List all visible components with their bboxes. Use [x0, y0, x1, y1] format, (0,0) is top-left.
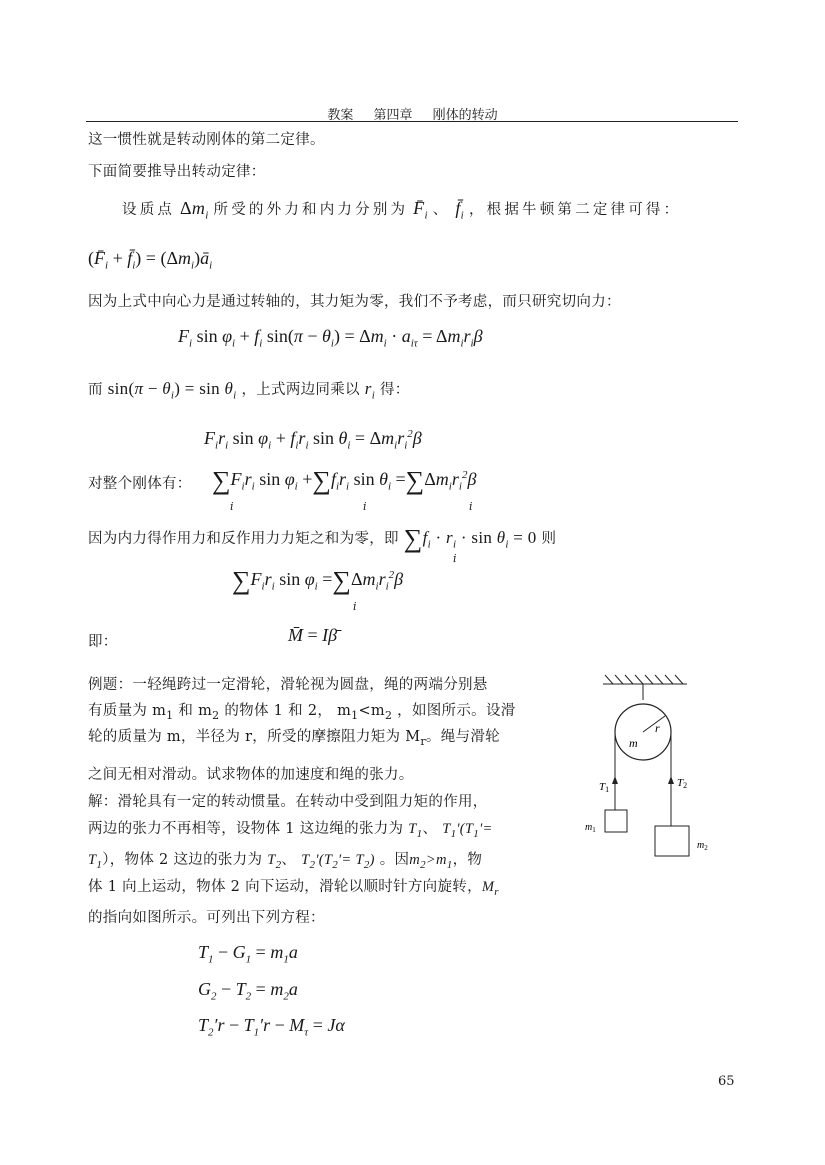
p5-text-a: 而	[88, 382, 103, 398]
pulley-radius	[643, 716, 665, 732]
ex2-c: 的物体 1 和 2， m	[219, 703, 352, 719]
ceiling-hatch	[605, 675, 683, 684]
sol2-b: 、	[422, 821, 438, 837]
p3-text-d: ，根据牛顿第二定律可得：	[468, 202, 682, 218]
sol3-b: 、	[281, 852, 297, 868]
p3-text-b: 所受的外力和内力分别为	[213, 202, 409, 218]
header-title: 刚体的转动	[432, 108, 498, 123]
mass-1-sub: 1	[592, 826, 596, 834]
paragraph-2: 下面简要推导出转动定律：	[88, 164, 266, 180]
pulley-radius-label: r	[655, 721, 660, 735]
paragraph-5	[88, 378, 410, 401]
sol3-d: ，物	[452, 852, 483, 868]
sol2-a: 两边的张力不再相等，设物体 1 这边绳的张力为	[88, 821, 404, 837]
sum-index-4: i	[453, 552, 457, 565]
p5-math-sin: $\sin(\pi - \theta_i) = \sin \theta_i$	[107, 379, 237, 402]
solution-line-4: 体 1 向上运动，物体 2 向下运动，滑轮以顺时针方向旋转，$M_r$	[88, 879, 499, 898]
p3-text-a: 设质点	[122, 202, 176, 218]
p3-math-dmi: $\Delta m_i$	[180, 198, 209, 222]
ex2-e: ，如图所示。设滑	[392, 703, 516, 719]
mass-2-label	[697, 840, 708, 852]
equation-4: $\sum F_ir_i$ $\sin \varphi_i +\sum f_ir_i$ $\sin \theta_i =\sum\Delta m_ir_i^2\beta$	[212, 466, 477, 495]
sol4-a: 体 1 向上运动，物体 2 向下运动，滑轮以顺时针方向旋转，	[88, 879, 482, 895]
equation-system	[198, 938, 345, 1048]
ex3-a: 轮的质量为 m，半径为 r，所受的摩擦阻力矩为 M	[88, 729, 421, 745]
p7-text-b: 则	[541, 531, 557, 547]
mass-1-letter: m	[585, 822, 593, 833]
ex2-a: 有质量为 m	[88, 703, 167, 719]
mass-2-sub: 2	[704, 844, 708, 852]
p3-math-fi: $f̄_i$	[455, 198, 465, 222]
solution-line-1: 解：滑轮具有一定的转动惯量。在转动中受到阻力矩的作用，	[88, 794, 488, 810]
label-T1-sub: 1	[605, 785, 610, 794]
paragraph-7	[88, 524, 556, 554]
equation-6: M̄ = Iβ̄	[288, 625, 338, 645]
p3-math-Fi: $F̄_i$	[413, 198, 428, 222]
arrow-T2	[668, 776, 674, 784]
label-T1	[599, 781, 609, 794]
label-T2-sub: 2	[683, 781, 688, 790]
sum-index-2: i	[363, 500, 367, 513]
mass-2-block	[655, 826, 689, 856]
sum-index-3: i	[469, 500, 473, 513]
eq-sys-2: $G_2 - T_2 = m_2a$	[198, 978, 298, 1003]
pulley-diagram	[575, 670, 725, 870]
ex2-d: <m	[358, 703, 385, 719]
sol3-c: 。因	[379, 852, 410, 868]
mass-1-label	[585, 822, 596, 834]
label-T2	[677, 777, 687, 790]
p5-text-b: ，上式两边同乘以	[241, 382, 360, 398]
sol3-a: ），物体 2 这边的张力为	[102, 852, 263, 868]
mass-1-block	[605, 810, 627, 832]
paragraph-8: 即：	[88, 634, 118, 650]
example-line-4: 之间无相对滑动。试求物体的加速度和绳的张力。	[88, 767, 414, 783]
header-label: 教案	[327, 108, 354, 123]
mass-2-letter: m	[697, 840, 705, 851]
solution-line-3: $T_1$），物体 2 这边的张力为 $T_2$、 $T_2'(T_2'= T_2)$ 。因$m_2>m_1$，物	[88, 852, 483, 871]
label-T2-letter: T	[677, 777, 684, 789]
header-rule	[86, 121, 738, 122]
sum-index-1: i	[230, 500, 234, 513]
p7-math: $\sum f_i \cdot r_i \cdot \sin \theta_i = 0$	[403, 524, 537, 553]
paragraph-4: 因为上式中向心力是通过转轴的，其力矩为零，我们不予考虑，而只研究切向力：	[88, 294, 621, 310]
p3-text-c: 、	[432, 202, 451, 218]
header-chapter: 第四章	[373, 108, 413, 123]
paragraph-1: 这一惯性就是转动刚体的第二定律。	[88, 132, 325, 148]
p5-math-ri: $r_i$	[364, 379, 376, 402]
p7-text-a: 因为内力得作用力和反作用力力矩之和为零，即	[88, 531, 399, 547]
ex2-b: 和 m	[173, 703, 213, 719]
eq-sys-3: $T_2'r - T_1'r - M_\tau = J\alpha$	[198, 1015, 345, 1039]
pulley-mass-label: m	[629, 736, 638, 750]
ex3-b: 。绳与滑轮	[425, 729, 500, 745]
equation-2: $F_i$ $\sin \varphi_i + f_i$ $\sin(\pi - \theta_i) = \Delta m_i \cdot a_{i\tau} = \Delta m_ir_i\beta$	[178, 326, 483, 350]
arrow-T1	[612, 776, 618, 784]
page-number: 65	[718, 1074, 735, 1089]
p5-text-c: 得：	[379, 382, 410, 398]
label-T1-letter: T	[599, 781, 606, 793]
equation-5: $\sum F_ir_i$ $\sin \varphi_i =\sum\Delta m_ir_i^2\beta$	[232, 566, 404, 595]
sum-index-5: i	[353, 600, 357, 613]
paragraph-3	[122, 198, 681, 222]
equation-1: ($F̄_i$ + $f̄_i$) = $(\Delta m_i)ā_i$	[88, 248, 213, 272]
example-line-2: 有质量为 $m_1$ 和 $m_2$ 的物体 1 和 2， $m_1<m_2$ ，如图所示。设滑	[88, 703, 516, 722]
solution-line-5: 的指向如图所示。可列出下列方程：	[88, 910, 325, 926]
example-line-1: 例题：一轻绳跨过一定滑轮，滑轮视为圆盘，绳的两端分别悬	[88, 677, 488, 693]
eq-sys-1: $T_1 - G_1 = m_1a$	[198, 942, 298, 966]
example-line-3: 轮的质量为 m，半径为 r，所受的摩擦阻力矩为 $M_r$。绳与滑轮	[88, 729, 500, 748]
equation-3: $F_ir_i$ $\sin \varphi_i + f_ir_i$ $\sin \theta_i = \Delta m_ir_i^2\beta$	[204, 428, 422, 452]
solution-line-2: 两边的张力不再相等，设物体 1 这边绳的张力为 $T_1$、 $T_1'(T_1'=$	[88, 821, 493, 840]
paragraph-6: 对整个刚体有：	[88, 476, 192, 492]
